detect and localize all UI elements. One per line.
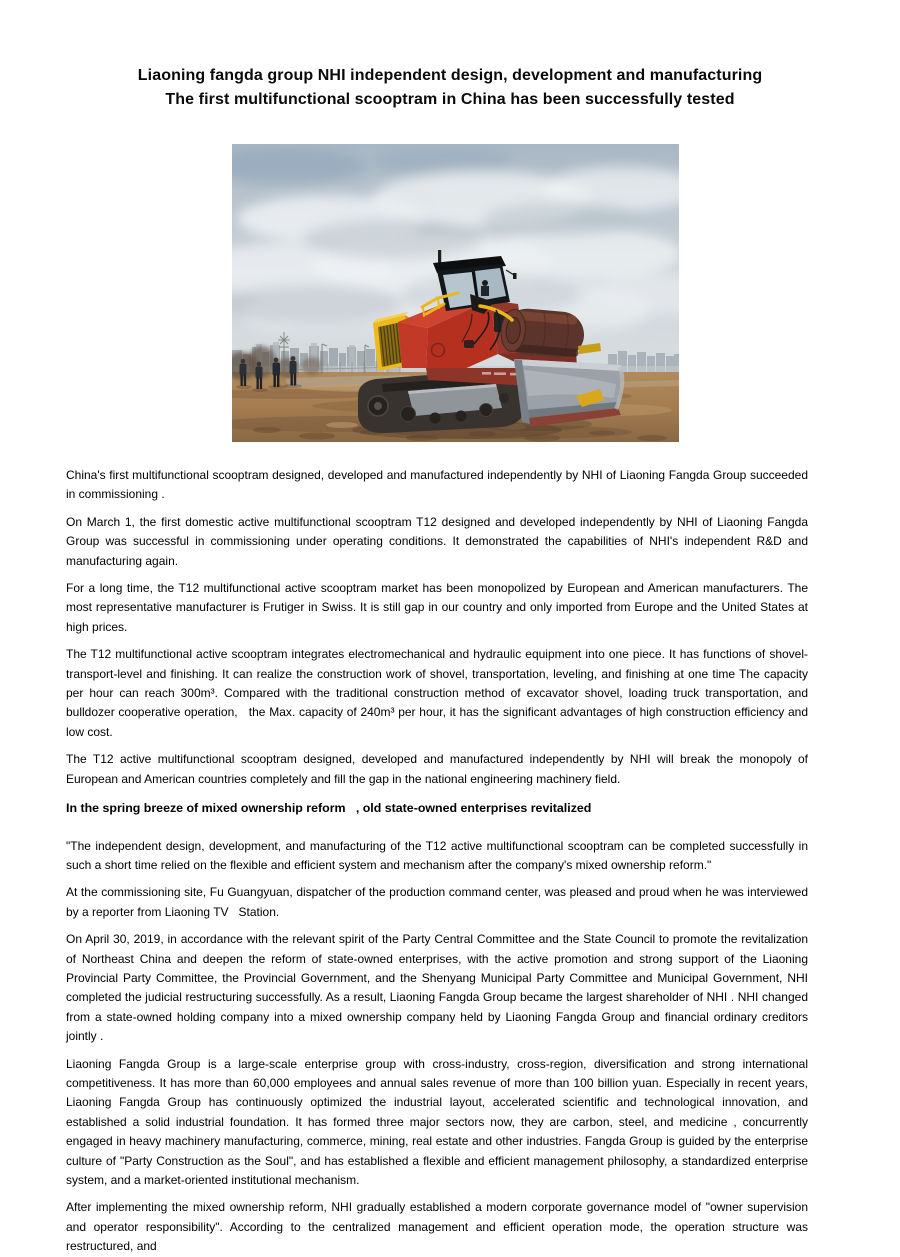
- mirror: [513, 273, 517, 279]
- article-body: [66, 466, 812, 1257]
- article-title: [0, 0, 900, 112]
- operator-silhouette: [482, 280, 488, 286]
- section-subheading: In the spring breeze of mixed ownership reform , old state-owned enterprises revitalized: [66, 801, 592, 816]
- paragraph-2: On March 1, the first domestic active multifunctional scooptram T12 designed and developed independently by NHI of Liaoning Fangda Group was successful in commissioning under operating conditions. It demonstrated the capabilities of NHI's independent R&D and manufacturing again.: [66, 514, 812, 568]
- paragraph-1: China's first multifunctional scooptram designed, developed and manufactured independently by NHI of Liaoning Fangda Group succeeded in commissioning .: [66, 468, 812, 502]
- paragraph-7: At the commissioning site, Fu Guangyuan, dispatcher of the production command center, was pleased and proud when he was interviewed by a reporter from Liaoning TV Station.: [66, 885, 812, 919]
- paragraph-4: The T12 multifunctional active scooptram integrates electromechanical and hydraulic equipment into one piece. It has functions of shovel-transport-level and finishing. It can realize the construction work of shovel, transportation, leveling, and finishing at one time The capacity per hour can reach 300m³. Compared with the traditional construction method of excavator shovel, loading truck transportation, and bulldozer cooperative operation, the Max. capacity of 240m³ per hour, it has the significant advantages of high construction efficiency and low cost.: [66, 647, 812, 739]
- paragraph-8: On April 30, 2019, in accordance with the relevant spirit of the Party Central Committee and the State Council to promote the revitalization of Northeast China and deepen the reform of state-owned enterprises, with the active promotion and strong support of the Liaoning Provincial Party Committee, the Provincial Government, and the Shenyang Municipal Party Committee and Municipal Government, NHI completed the judicial restructuring successfully. As a result, Liaoning Fangda Group became the largest shareholder of NHI . NHI changed from a state-owned holding company into a mixed ownership company held by Liaoning Fangda Group and financial ordinary creditors jointly .: [66, 932, 812, 1044]
- paragraph-5: The T12 active multifunctional scooptram designed, developed and manufactured independently by NHI will break the monopoly of European and American countries completely and fill the gap in the national engineering machinery field.: [66, 752, 812, 786]
- title-line-2: The first multifunctional scooptram in China has been successfully tested: [165, 91, 735, 108]
- paragraph-6: "The independent design, development, and manufacturing of the T12 active multifunctional scooptram can be completed successfully in such a short time relied on the flexible and efficient system and mechanism after the company's mixed ownership reform.": [66, 838, 812, 872]
- article-photo: [232, 144, 679, 442]
- title-line-1: Liaoning fangda group NHI independent design, development and manufacturing: [137, 67, 763, 84]
- paragraph-9: Liaoning Fangda Group is a large-scale enterprise group with cross-industry, cross-region, diversification and strong international competitiveness. It has more than 60,000 employees and annual sales revenue of more than 100 billion yuan. Especially in recent years, Liaoning Fangda Group has continuously optimized the industrial layout, accelerated scientific and technological innovation, and established a solid industrial foundation. It has formed three major sectors now, they are carbon, steel, and medicine , concurrently engaged in heavy machinery manufacturing, commerce, mining, real estate and other industries. Fangda Group is guided by the enterprise culture of "Party Construction as the Soul", and has established a flexible and efficient management philosophy, a standardized enterprise system, and a market-oriented institutional mechanism.: [66, 1056, 812, 1187]
- paragraph-10: After implementing the mixed ownership reform, NHI gradually established a modern corporate governance model of "owner supervision and operator responsibility". According to the centralized management and efficient operation mode, the operation structure was restructured, and: [66, 1200, 812, 1254]
- scooptram-test-photo: [232, 144, 679, 442]
- paragraph-3: For a long time, the T12 multifunctional active scooptram market has been monopolized by European and American manufacturers. The most representative manufacturer is Frutiger in Swiss. It is still gap in our country and only imported from Europe and the United States at high prices.: [66, 581, 812, 634]
